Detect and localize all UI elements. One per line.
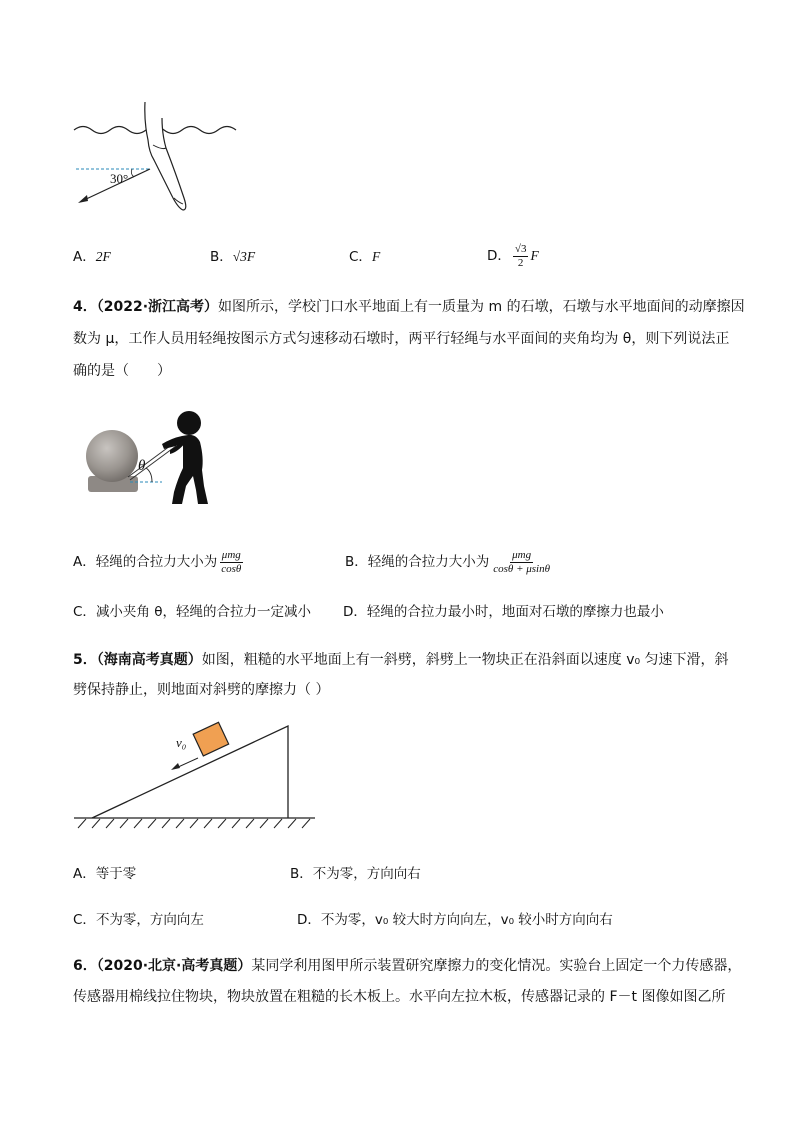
fraction-numerator: μmg: [512, 548, 532, 561]
question-number: 4．: [73, 299, 97, 315]
fraction-numerator: √3: [514, 242, 527, 255]
angle-label-30: 30°: [110, 171, 129, 186]
option-text: 轻绳的合拉力最小时，地面对石墩的摩擦力也最小: [366, 604, 664, 620]
option-letter: D．: [487, 248, 511, 264]
q4-option-b[interactable]: [345, 547, 554, 577]
q3-option-a[interactable]: [73, 247, 111, 267]
option-text: 减小夹角 θ，轻绳的合拉力一定减小: [95, 604, 311, 620]
question-text: 某同学利用图甲所示装置研究摩擦力的变化情况。实验台上固定一个力传感器，: [251, 958, 742, 974]
option-letter: B．: [345, 554, 368, 570]
fraction-denominator: cosθ + μsinθ: [493, 562, 551, 575]
option-text: 不为零，方向向右: [312, 866, 421, 882]
question-number: 6．: [73, 958, 97, 974]
q5-stem-line2: 劈保持静止，则地面对斜劈的摩擦力（ ）: [73, 682, 330, 698]
option-tail: F: [530, 248, 539, 263]
q6-stem-line2: 传感器用棉线拉住物块，物块放置在粗糙的长木板上。水平向左拉木板，传感器记录的 F－t 图像如图乙所: [73, 989, 726, 1005]
q4-stem-line3: 确的是（ ）: [73, 363, 171, 379]
angle-label-theta: θ: [138, 458, 146, 474]
option-letter: A．: [73, 554, 96, 570]
fraction-numerator: μmg: [221, 548, 241, 561]
option-letter: A．: [73, 249, 96, 265]
option-text: F: [371, 249, 381, 264]
question-text: 如图所示，学校门口水平地面上有一质量为 m 的石墩，石墩与水平地面间的动摩擦因: [218, 299, 745, 315]
question-source: （海南高考真题）: [96, 652, 202, 668]
q3-option-b[interactable]: [210, 247, 255, 267]
q5-option-a[interactable]: [73, 864, 136, 884]
option-text: √3F: [232, 249, 256, 264]
q4-stem-line2: 数为 μ，工作人员用轻绳按图示方式匀速移动石墩时，两平行轻绳与水平面间的夹角均为 θ，则下列说法正: [73, 331, 730, 347]
question-number: 5．: [73, 652, 97, 668]
q3-option-c[interactable]: [349, 247, 380, 267]
q5-option-d[interactable]: [297, 910, 613, 930]
option-text: 轻绳的合拉力大小为: [95, 554, 218, 570]
q5-stem-line1: [73, 650, 729, 670]
option-letter: D．: [343, 604, 367, 620]
option-letter: B．: [210, 249, 233, 265]
incline-block-figure: [70, 718, 320, 836]
option-letter: A．: [73, 866, 96, 882]
q4-stem-line1: [73, 297, 745, 317]
q5-option-b[interactable]: [290, 864, 421, 884]
question-source: （2020·北京·高考真题）: [96, 958, 252, 974]
option-text: 等于零: [95, 866, 137, 882]
fraction-denominator: 2: [517, 256, 524, 269]
option-letter: C．: [349, 249, 372, 265]
question-text: 如图，粗糙的水平地面上有一斜劈，斜劈上一物块正在沿斜面以速度 v₀ 匀速下滑，斜: [201, 652, 729, 668]
stone-pier-worker-figure: [82, 406, 222, 511]
option-text: 不为零，方向向左: [95, 912, 204, 928]
velocity-label: v₀: [176, 735, 187, 750]
option-text: 2F: [95, 249, 111, 264]
option-text: 不为零，v₀ 较大时方向向左，v₀ 较小时方向向右: [320, 912, 613, 928]
q3-option-d[interactable]: [487, 238, 539, 274]
option-letter: C．: [73, 604, 96, 620]
q4-option-a[interactable]: [73, 547, 245, 577]
q5-option-c[interactable]: [73, 910, 204, 930]
option-text: 轻绳的合拉力大小为: [367, 554, 490, 570]
fraction-denominator: cosθ: [221, 562, 242, 575]
option-letter: C．: [73, 912, 96, 928]
q4-option-c[interactable]: [73, 602, 311, 622]
option-letter: B．: [290, 866, 313, 882]
q6-stem-line1: [73, 956, 741, 976]
finger-water-figure: [70, 100, 240, 220]
option-letter: D．: [297, 912, 321, 928]
q4-option-d[interactable]: [343, 602, 664, 622]
question-source: （2022·浙江高考）: [96, 299, 219, 315]
